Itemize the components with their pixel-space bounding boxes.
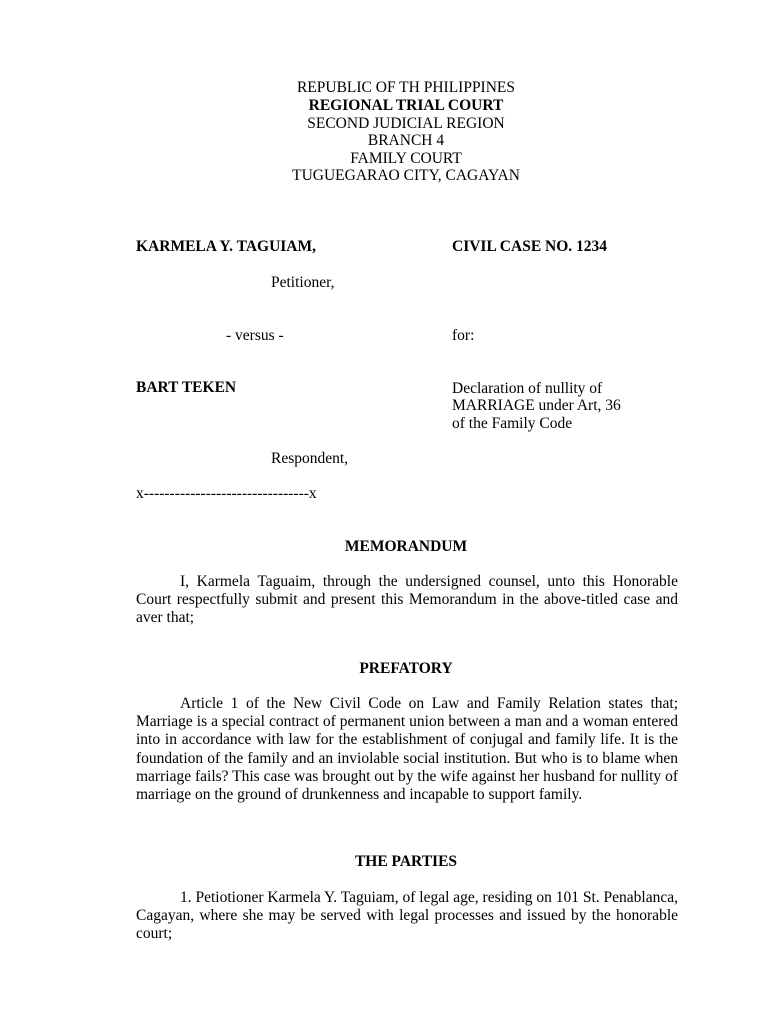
parties-item-1-text: 1. Petiotioner Karmela Y. Taguiam, of legal age, residing on 101 St. Penablanca, Cagayan, where she may be served with legal processes and issued by the honorable court; (136, 889, 678, 943)
parties-item-1 (136, 889, 678, 944)
for-label: for: (452, 327, 475, 344)
memorandum-title: MEMORANDUM (344, 538, 468, 555)
prefatory-text: Article 1 of the New Civil Code on Law and Family Relation states that; Marriage is a special contract of permanent union between a man and a woman entered into in accordance with law for the establishment of conjugal and family life. It is the foundation of the family and an inviolable social institution. But who is to blame when marriage fails? This case was brought out by the wife against her husband for nullity of marriage on the ground of drunkenness and incapable to support family. (136, 695, 678, 804)
header-region: SECOND JUDICIAL REGION (307, 115, 505, 132)
header-court: REGIONAL TRIAL COURT (308, 97, 504, 114)
memorandum-intro (136, 573, 678, 628)
header-family-court: FAMILY COURT (350, 150, 462, 167)
header-republic: REPUBLIC OF TH PHILIPPINES (296, 79, 516, 96)
versus-label: - versus - (226, 327, 284, 344)
petitioner-name: KARMELA Y. TAGUIAM, (136, 238, 316, 255)
header-city: TUGUEGARAO CITY, CAGAYAN (292, 167, 520, 184)
caption-separator: x--------------------------------x (136, 485, 317, 502)
case-nature-line1: Declaration of nullity of (452, 380, 603, 397)
prefatory-paragraph (136, 695, 678, 804)
prefatory-title: PREFATORY (359, 660, 453, 677)
respondent-name: BART TEKEN (136, 379, 237, 396)
case-nature-line3: of the Family Code (452, 415, 573, 432)
memorandum-intro-text: I, Karmela Taguaim, through the undersigned counsel, unto this Honorable Court respectfully submit and present this Memorandum in the above-titled case and aver that; (136, 573, 678, 627)
case-number: CIVIL CASE NO. 1234 (452, 238, 608, 255)
parties-title: THE PARTIES (354, 853, 458, 870)
petitioner-label: Petitioner, (271, 274, 335, 291)
respondent-label: Respondent, (271, 450, 349, 467)
header-branch: BRANCH 4 (367, 132, 445, 149)
case-nature-line2: MARRIAGE under Art, 36 (452, 397, 621, 414)
